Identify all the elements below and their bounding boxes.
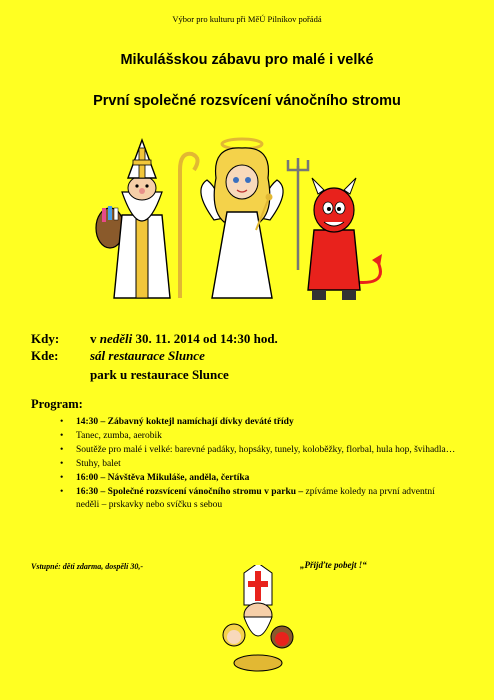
admission-text: Vstupné: děti zdarma, dospělí 30,- — [31, 562, 144, 571]
list-item: • Soutěže pro malé i velké: barevné padáky, hopsáky, tunely, koloběžky, florbal, hula hop, švihadla… — [60, 444, 460, 457]
organizer-line: Výbor pro kulturu při MěÚ Pilníkov pořádá — [172, 14, 322, 24]
when-label: Kdy: — [31, 331, 60, 346]
devil-figure — [288, 158, 382, 300]
title-secondary: První společné rozsvícení vánočního stromu — [93, 93, 401, 109]
when-prefix: v — [90, 331, 100, 346]
mikulas-angel-devil-illustration — [92, 130, 392, 310]
when-day: neděli — [99, 331, 133, 346]
when-datetime: 30. 11. 2014 od 14:30 hod. — [132, 331, 278, 346]
where-line — [31, 348, 205, 364]
where-label: Kde: — [31, 348, 59, 363]
where-place-1: sál restaurace Slunce — [90, 348, 205, 363]
angel-figure — [201, 139, 283, 298]
list-item: • Stuhy, balet — [60, 458, 460, 471]
where-place-2: park u restaurace Slunce — [90, 367, 229, 382]
slogan-text: „Přijďte pobejt !“ — [300, 560, 367, 570]
list-item: • 16:00 – Návštěva Mikuláše, anděla, čertíka — [60, 472, 460, 485]
when-line — [31, 331, 278, 347]
program-list — [60, 416, 460, 513]
title-main: Mikulášskou zábavu pro malé i velké — [120, 52, 374, 68]
list-item: • 14:30 – Zábavný koktejl namíchají dívky deváté třídy — [60, 416, 460, 429]
mini-characters-icon — [222, 565, 294, 675]
list-item: • 16:30 – Společné rozsvícení vánočního stromu v parku – zpíváme koledy na první adventní neděli – prskavky nebo svíčku s sebou — [60, 486, 460, 512]
list-item: • Tanec, zumba, aerobik — [60, 430, 460, 443]
mikulas-figure — [96, 140, 198, 298]
program-heading: Program: — [31, 397, 83, 411]
